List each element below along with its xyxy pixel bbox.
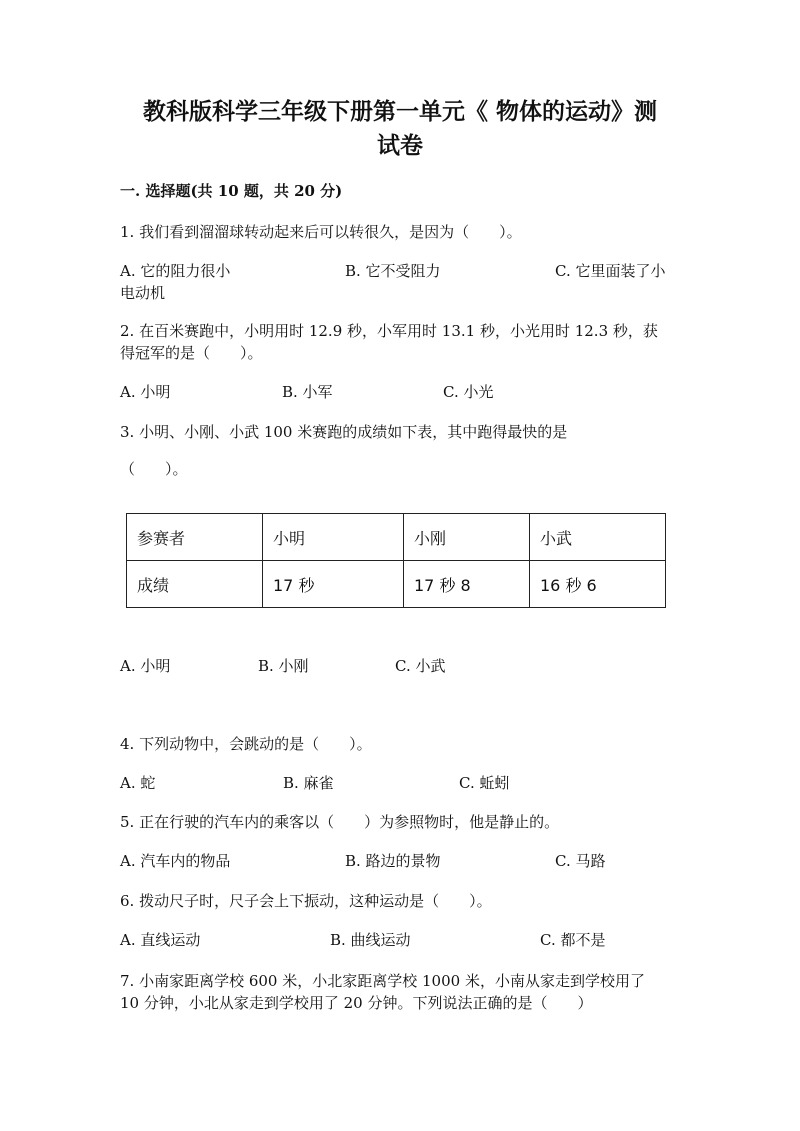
question-3-option-c[interactable]: C. 小武 xyxy=(395,657,446,675)
question-2-option-a[interactable]: A. 小明 xyxy=(120,383,171,401)
question-2-text-line-2: 得冠军的是（ ）。 xyxy=(120,344,263,362)
question-3-option-a[interactable]: A. 小明 xyxy=(120,657,171,675)
question-6-option-c[interactable]: C. 都不是 xyxy=(540,931,606,949)
question-3-option-b[interactable]: B. 小刚 xyxy=(258,657,309,675)
question-4-option-c[interactable]: C. 蚯蚓 xyxy=(459,774,510,792)
question-2-option-b[interactable]: B. 小军 xyxy=(282,383,333,401)
question-4-option-a[interactable]: A. 蛇 xyxy=(120,774,156,792)
table-cell: 小明 xyxy=(263,514,404,561)
table-header-row xyxy=(127,514,666,561)
question-1-option-c[interactable]: C. 它里面装了小 xyxy=(555,262,666,280)
question-6-option-b[interactable]: B. 曲线运动 xyxy=(330,931,411,949)
results-table xyxy=(126,513,666,608)
table-cell: 17 秒 xyxy=(263,561,404,608)
table-cell: 成绩 xyxy=(127,561,263,608)
question-5-text: 5. 正在行驶的汽车内的乘客以（ ）为参照物时，他是静止的。 xyxy=(120,813,560,831)
question-7-text-line-2: 10 分钟，小北从家走到学校用了 20 分钟。下列说法正确的是（ ） xyxy=(120,994,593,1012)
question-2-text-line-1: 2. 在百米赛跑中，小明用时 12.9 秒，小军用时 13.1 秒，小光用时 12.3 秒，获 xyxy=(120,322,658,340)
table-row xyxy=(127,561,666,608)
question-1-option-a[interactable]: A. 它的阻力很小 xyxy=(120,262,231,280)
question-6-option-a[interactable]: A. 直线运动 xyxy=(120,931,201,949)
question-6-text: 6. 拨动尺子时，尺子会上下振动，这种运动是（ ）。 xyxy=(120,892,492,910)
table-cell: 16 秒 6 xyxy=(530,561,666,608)
question-1-text: 1. 我们看到溜溜球转动起来后可以转很久，是因为（ ）。 xyxy=(120,223,522,241)
question-1-option-b[interactable]: B. 它不受阻力 xyxy=(345,262,441,280)
table-cell: 17 秒 8 xyxy=(404,561,530,608)
title-line-2: 试卷 xyxy=(377,132,423,159)
question-3-text-line-1: 3. 小明、小刚、小武 100 米赛跑的成绩如下表，其中跑得最快的是 xyxy=(120,423,568,441)
question-2-option-c[interactable]: C. 小光 xyxy=(443,383,494,401)
question-5-option-b[interactable]: B. 路边的景物 xyxy=(345,852,441,870)
table-cell: 小武 xyxy=(530,514,666,561)
question-5-option-a[interactable]: A. 汽车内的物品 xyxy=(120,852,231,870)
question-3-text-line-2: （ ）。 xyxy=(120,460,188,478)
table-cell: 参赛者 xyxy=(127,514,263,561)
question-4-text: 4. 下列动物中，会跳动的是（ ）。 xyxy=(120,735,372,753)
title-line-1: 教科版科学三年级下册第一单元《 物体的运动》测 xyxy=(142,98,657,125)
section-heading: 一. 选择题(共 10 题，共 20 分) xyxy=(120,182,343,200)
table-cell: 小刚 xyxy=(404,514,530,561)
question-1-option-c-wrap: 电动机 xyxy=(120,284,166,302)
question-7-text-line-1: 7. 小南家距离学校 600 米，小北家距离学校 1000 米，小南从家走到学校用了 xyxy=(120,972,645,990)
question-5-option-c[interactable]: C. 马路 xyxy=(555,852,606,870)
question-4-option-b[interactable]: B. 麻雀 xyxy=(283,774,334,792)
